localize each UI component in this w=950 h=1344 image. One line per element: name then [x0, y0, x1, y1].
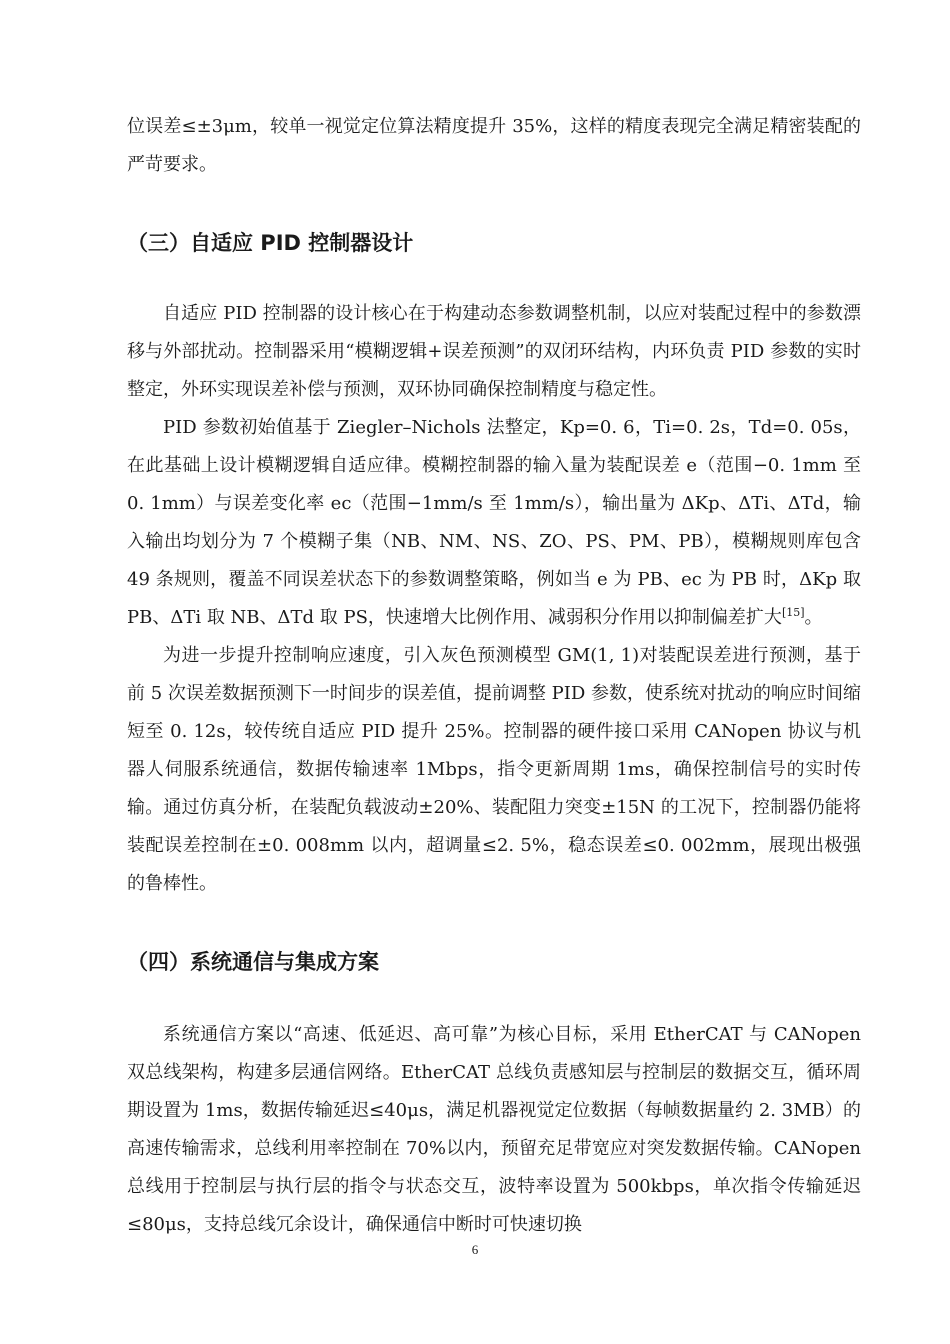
paragraph-pid-intro: 自适应 PID 控制器的设计核心在于构建动态参数调整机制，以应对装配过程中的参数漂移与外部扰动。控制器采用“模糊逻辑+误差预测”的双闭环结构，内环负责 PID 参数的实时整定，外环实现误差补偿与预测，双环协同确保控制精度与稳定性。 — [127, 303, 861, 400]
paragraph-pid-fuzzy — [127, 409, 861, 637]
document-page — [127, 108, 861, 1244]
paragraph-communication: 系统通信方案以“高速、低延迟、高可靠”为核心目标，采用 EtherCAT 与 CANopen 双总线架构，构建多层通信网络。EtherCAT 总线负责感知层与控制层的数据交互，循环周期设置为 1ms，数据传输延迟≤40μs，满足机器视觉定位数据（每帧数据量约 2. 3MB）的高速传输需求，总线利用率控制在 70%以内，预留充足带宽应对突发数据传输。CANopen 总线用于控制层与执行层的指令与状态交互，波特率设置为 500kbps，单次指令传输延迟≤80μs，支持总线冗余设计，确保通信中断时可快速切换 — [127, 1024, 861, 1235]
paragraph-pid-prediction: 为进一步提升控制响应速度，引入灰色预测模型 GM(1, 1)对装配误差进行预测，基于前 5 次误差数据预测下一时间步的误差值，提前调整 PID 参数，使系统对扰动的响应时间缩短至 0. 12s，较传统自适应 PID 提升 25%。控制器的硬件接口采用 CANopen 协议与机器人伺服系统通信，数据传输速率 1Mbps，指令更新周期 1ms，确保控制信号的实时传输。通过仿真分析，在装配负载波动±20%、装配阻力突变±15N 的工况下，控制器仍能将装配误差控制在±0. 008mm 以内，超调量≤2. 5%，稳态误差≤0. 002mm，展现出极强的鲁棒性。 — [127, 645, 861, 894]
page-number: 6 — [471, 1242, 479, 1257]
section-heading-3: （三）自适应 PID 控制器设计 — [127, 231, 414, 255]
paragraph-continuation: 位误差≤±3μm，较单一视觉定位算法精度提升 35%，这样的精度表现完全满足精密装配的严苛要求。 — [127, 116, 861, 175]
paragraph-pid-fuzzy-text: PID 参数初始值基于 Ziegler–Nichols 法整定，Kp=0. 6，Ti=0. 2s，Td=0. 05s，在此基础上设计模糊逻辑自适应律。模糊控制器的输入量为装配误差 e（范围−0. 1mm 至 0. 1mm）与误差变化率 ec（范围−1mm/s 至 1mm/s），输出量为 ΔKp、ΔTi、ΔTd，输入输出均划分为 7 个模糊子集（NB、NM、NS、ZO、PS、PM、PB），模糊规则库包含 49 条规则，覆盖不同误差状态下的参数调整策略，例如当 e 为 PB、ec 为 PB 时，ΔKp 取 PB、ΔTi 取 NB、ΔTd 取 PS，快速增大比例作用、减弱积分作用以抑制偏差扩大 — [127, 417, 861, 628]
citation-reference: [15] — [781, 606, 805, 619]
paragraph-end-punct: 。 — [804, 607, 823, 628]
section-heading-4: （四）系统通信与集成方案 — [127, 950, 379, 974]
